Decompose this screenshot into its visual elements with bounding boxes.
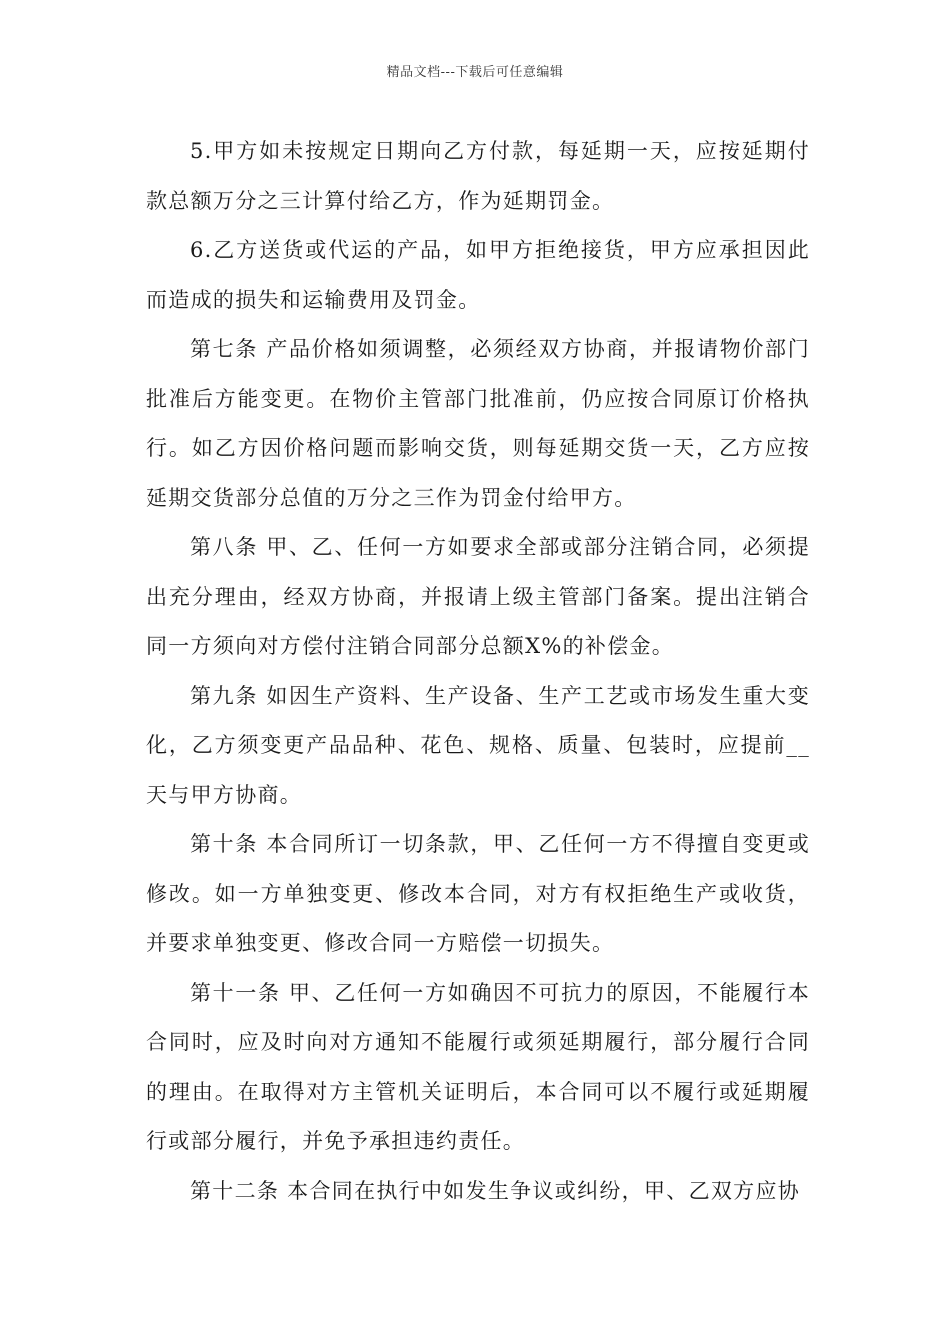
paragraph-article-8: 第八条 甲、乙、任何一方如要求全部或部分注销合同，必须提出充分理由，经双方协商，并报请上级主管部门备案。提出注销合同一方须向对方偿付注销合同部分总额X%的补偿金。 xyxy=(146,535,810,658)
paragraph-article-12: 第十二条 本合同在执行中如发生争议或纠纷，甲、乙双方应协 xyxy=(190,1178,801,1203)
paragraph-article-7: 第七条 产品价格如须调整，必须经双方协商，并报请物价部门批准后方能变更。在物价主管部门批准前，仍应按合同原订价格执行。如乙方因价格问题而影响交货，则每延期交货一天，乙方应按延期交货部分总值的万分之三作为罚金付给甲方。 xyxy=(146,337,810,510)
paragraph-clause-6: 6.乙方送货或代运的产品，如甲方拒绝接货，甲方应承担因此而造成的损失和运输费用及罚金。 xyxy=(146,238,810,312)
document-body xyxy=(146,127,810,1216)
paragraph-clause-5: 5.甲方如未按规定日期向乙方付款，每延期一天，应按延期付款总额万分之三计算付给乙方，作为延期罚金。 xyxy=(146,139,810,213)
paragraph-article-10: 第十条 本合同所订一切条款，甲、乙任何一方不得擅自变更或修改。如一方单独变更、修改本合同，对方有权拒绝生产或收货，并要求单独变更、修改合同一方赔偿一切损失。 xyxy=(146,832,810,955)
paragraph-article-11: 第十一条 甲、乙任何一方如确因不可抗力的原因，不能履行本合同时，应及时向对方通知不能履行或须延期履行，部分履行合同的理由。在取得对方主管机关证明后，本合同可以不履行或延期履行或部分履行，并免予承担违约责任。 xyxy=(146,980,810,1153)
paragraph-article-9: 第九条 如因生产资料、生产设备、生产工艺或市场发生重大变化，乙方须变更产品品种、花色、规格、质量、包装时，应提前__天与甲方协商。 xyxy=(146,683,810,807)
header-note: 精品文档---下载后可任意编辑 xyxy=(386,65,564,80)
